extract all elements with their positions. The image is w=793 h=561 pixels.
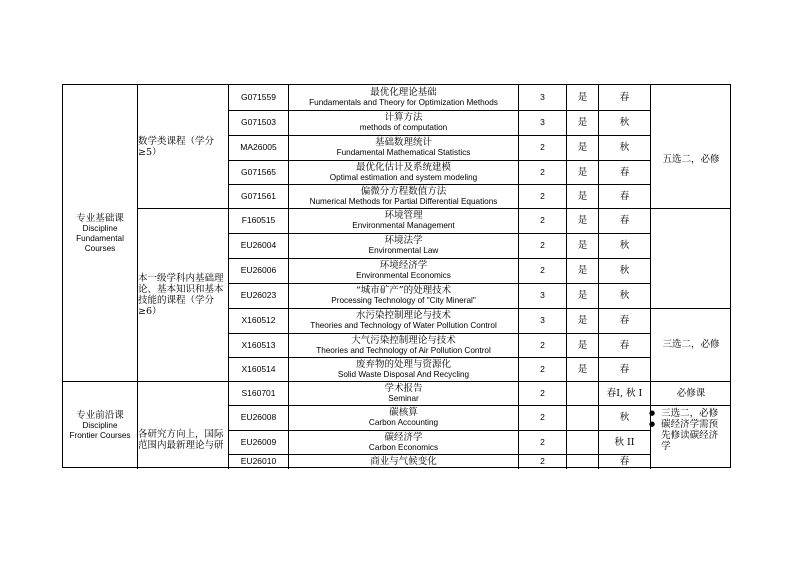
bullet-icon: ● <box>649 420 656 428</box>
course-name <box>289 405 518 430</box>
remark-bullet-line <box>649 419 725 452</box>
course-name <box>289 85 518 110</box>
course-name-en: Carbon Economics <box>368 442 439 452</box>
course-term <box>599 454 650 469</box>
course-name <box>289 208 518 233</box>
course-code-text: S160701 <box>241 387 276 398</box>
course-required-text: 是 <box>577 363 588 375</box>
course-name-cn: 最优化理论基础 <box>370 87 437 98</box>
course-term-text: 秋 <box>619 412 630 423</box>
course-name-en: Fundamentals and Theory for Optimization Methods <box>309 98 498 107</box>
course-name-en: Theories and Technology of Water Pollution Control <box>310 321 497 330</box>
remark-cell <box>651 408 731 468</box>
course-required <box>567 160 598 184</box>
course-name-cn: “城市矿产”的处理技术 <box>355 285 452 296</box>
remark-bullet-line <box>649 408 718 419</box>
course-code <box>229 333 288 357</box>
course-credit-text: 3 <box>540 92 545 102</box>
course-name-cn: 碳核算 <box>389 407 418 418</box>
course-code-text: EU26010 <box>240 456 277 466</box>
course-credit-text: 3 <box>540 290 545 300</box>
course-name-cn: 废弃物的处理与资源化 <box>355 358 451 370</box>
course-code <box>229 208 288 233</box>
category-en: Frontier Courses <box>69 430 131 440</box>
course-table <box>62 84 731 468</box>
subgroup-text: 数学类课程（学分≥5） <box>138 135 215 158</box>
course-term-text: 春 <box>619 190 630 202</box>
course-credit <box>519 283 566 308</box>
course-name-en: Environmental Management <box>352 221 455 230</box>
course-name-en: Solid Waste Disposal And Recycling <box>337 369 470 379</box>
course-name <box>289 135 518 160</box>
course-credit-text: 2 <box>540 387 545 398</box>
course-name-cn: 环境管理 <box>384 210 423 221</box>
course-term <box>599 308 650 333</box>
course-code <box>229 430 288 454</box>
course-code <box>229 405 288 430</box>
course-required <box>567 110 598 135</box>
course-credit-text: 2 <box>540 456 545 466</box>
course-term-text: 春 <box>619 363 630 375</box>
course-required <box>567 308 598 333</box>
course-credit <box>519 135 566 160</box>
course-name-cn: 大气污染控制理论与技术 <box>351 334 456 346</box>
course-credit-text: 2 <box>540 215 545 225</box>
category-cn: 专业基础课 <box>76 212 124 224</box>
course-name-cn: 水污染控制理论与技术 <box>355 310 451 321</box>
course-code-text: G071503 <box>241 117 276 127</box>
course-code <box>229 135 288 160</box>
course-code-text: EU26006 <box>240 265 277 275</box>
course-term <box>599 160 650 184</box>
course-term <box>599 357 650 381</box>
course-term-text: 秋 <box>619 117 630 128</box>
course-term <box>599 208 650 233</box>
course-name-cn: 基础数理统计 <box>374 137 432 148</box>
course-name <box>289 160 518 184</box>
course-term <box>599 430 650 454</box>
course-name-cn: 环境法学 <box>384 235 423 246</box>
course-term-text: 秋 <box>619 265 630 276</box>
course-term-text: 秋 <box>619 240 630 251</box>
course-term <box>599 258 650 283</box>
course-term-text: 秋 <box>619 142 630 153</box>
course-required-text: 是 <box>577 166 588 178</box>
remark-cell <box>651 85 731 233</box>
subgroup-text: 各研究方向上，国际范围内最新理论与研 <box>138 429 224 451</box>
course-term <box>599 333 650 357</box>
course-name-en: Fundamental Mathematical Statistics <box>336 148 471 157</box>
course-term-text: 秋 II <box>614 436 635 448</box>
category-en: Discipline <box>82 420 118 430</box>
subgroup-cell <box>138 429 228 469</box>
course-required-text: 是 <box>577 290 588 301</box>
course-term-text: 秋 <box>619 290 630 301</box>
course-name <box>289 333 518 357</box>
remark-cell <box>651 308 731 381</box>
course-name <box>289 454 518 469</box>
course-required <box>567 233 598 258</box>
course-credit-text: 2 <box>540 142 545 152</box>
category-cell <box>63 381 137 469</box>
course-name <box>289 283 518 308</box>
course-name-en: Environmental Economics <box>356 271 451 280</box>
course-code <box>229 357 288 381</box>
course-code <box>229 308 288 333</box>
category-en: Discipline <box>82 223 118 233</box>
course-name-cn: 商业与气候变化 <box>370 456 437 467</box>
course-credit <box>519 405 566 430</box>
course-credit <box>519 381 566 405</box>
course-required-text: 是 <box>577 92 588 103</box>
course-name-en: Theories and Technology of Air Pollution Control <box>316 345 491 355</box>
course-code <box>229 283 288 308</box>
course-required <box>567 258 598 283</box>
course-code-text: EU26008 <box>240 412 277 422</box>
course-name <box>289 258 518 283</box>
course-name-en: methods of computation <box>359 123 448 132</box>
course-code <box>229 184 288 208</box>
course-credit-text: 2 <box>540 190 545 201</box>
course-code-text: F160515 <box>241 215 276 225</box>
course-credit <box>519 454 566 469</box>
course-term <box>599 85 650 110</box>
course-name <box>289 381 518 405</box>
course-required-text: 是 <box>577 117 588 128</box>
course-name-en: Carbon Accounting <box>368 418 439 427</box>
course-required <box>567 208 598 233</box>
course-code-text: X160512 <box>241 315 276 325</box>
course-term <box>599 110 650 135</box>
course-credit <box>519 110 566 135</box>
course-credit <box>519 333 566 357</box>
course-credit-text: 2 <box>540 166 545 177</box>
category-en: Fundamental <box>76 233 124 243</box>
course-code-text: EU26023 <box>240 290 277 300</box>
remark-text: 必修课 <box>676 388 706 399</box>
course-name <box>289 233 518 258</box>
course-name-cn: 碳经济学 <box>384 431 423 443</box>
course-credit <box>519 357 566 381</box>
course-code <box>229 110 288 135</box>
course-credit <box>519 258 566 283</box>
course-required <box>567 454 598 469</box>
course-credit-text: 3 <box>540 315 545 325</box>
course-term-text: 春 <box>619 456 630 467</box>
remark-text: 三选二，必修 <box>662 339 720 350</box>
course-credit <box>519 430 566 454</box>
course-code-text: X160514 <box>241 363 276 374</box>
course-code-text: EU26004 <box>240 240 277 250</box>
course-name <box>289 308 518 333</box>
bullet-icon: ● <box>649 409 656 417</box>
course-name-en: Environmental Law <box>368 246 439 255</box>
course-code <box>229 233 288 258</box>
course-credit-text: 2 <box>540 436 545 447</box>
course-name-en: Seminar <box>388 393 419 403</box>
course-name-cn: 偏微分方程数值方法 <box>360 185 447 197</box>
remark-text: 五选二，必修 <box>662 153 720 165</box>
course-term <box>599 283 650 308</box>
course-name-en: Processing Technology of "City Mineral" <box>331 296 476 305</box>
course-code <box>229 258 288 283</box>
course-code-text: X160513 <box>241 339 276 350</box>
course-term-text: 春 <box>619 166 630 178</box>
course-term <box>599 184 650 208</box>
course-term <box>599 381 650 405</box>
course-credit-text: 2 <box>540 363 545 374</box>
course-required <box>567 85 598 110</box>
course-required <box>567 333 598 357</box>
course-term <box>599 135 650 160</box>
course-name-cn: 学术报告 <box>384 382 423 394</box>
course-name-cn: 最优化估计及系统建模 <box>355 161 451 173</box>
course-credit-text: 2 <box>540 339 545 350</box>
course-term-text: 春 <box>619 92 630 103</box>
course-term-text: 春 <box>619 315 630 326</box>
course-name <box>289 110 518 135</box>
subgroup-cell <box>138 209 228 381</box>
course-code <box>229 85 288 110</box>
category-cn: 专业前沿课 <box>76 409 124 421</box>
course-required <box>567 405 598 430</box>
course-code-text: G071565 <box>241 166 276 177</box>
course-required-text: 是 <box>577 240 588 251</box>
subgroup-text: 本一级学科内基础理论、基本知识和基本技能的课程（学分≥6） <box>138 273 224 317</box>
course-required-text: 是 <box>577 315 588 326</box>
course-name-cn: 环境经济学 <box>379 260 428 271</box>
course-code-text: G071561 <box>241 190 276 201</box>
course-name-en: Optimal estimation and system modeling <box>329 172 478 182</box>
course-name-en: Numerical Methods for Partial Differential Equations <box>309 196 498 206</box>
course-required <box>567 357 598 381</box>
course-code-text: EU26009 <box>240 436 277 447</box>
course-credit <box>519 85 566 110</box>
course-credit <box>519 160 566 184</box>
course-required <box>567 430 598 454</box>
remark-text: 三选二，必修 <box>661 408 719 419</box>
course-required-text: 是 <box>577 339 588 351</box>
course-code-text: MA26005 <box>240 142 277 152</box>
course-code-text: G071559 <box>241 92 276 102</box>
course-credit <box>519 184 566 208</box>
course-required-text: 是 <box>577 142 588 153</box>
course-credit-text: 2 <box>540 412 545 422</box>
course-term-text: 春I, 秋 I <box>606 387 643 399</box>
course-term <box>599 233 650 258</box>
remark-text: 碳经济学需预先修读碳经济学 <box>661 419 719 452</box>
course-credit-text: 2 <box>540 240 545 250</box>
course-required <box>567 381 598 405</box>
course-required <box>567 135 598 160</box>
course-credit <box>519 308 566 333</box>
course-name <box>289 430 518 454</box>
course-credit <box>519 233 566 258</box>
course-term <box>599 405 650 430</box>
course-code <box>229 454 288 469</box>
course-required-text: 是 <box>577 265 588 276</box>
course-term-text: 春 <box>619 339 630 351</box>
remark-cell <box>651 382 731 405</box>
course-name <box>289 184 518 208</box>
course-required-text: 是 <box>577 215 588 226</box>
course-required <box>567 283 598 308</box>
category-cell <box>63 85 137 381</box>
course-name-cn: 计算方法 <box>384 112 423 123</box>
course-required-text: 是 <box>577 190 588 202</box>
course-code <box>229 160 288 184</box>
course-code <box>229 381 288 405</box>
course-credit-text: 3 <box>540 117 545 127</box>
subgroup-cell <box>138 85 228 208</box>
course-term-text: 春 <box>619 215 630 226</box>
course-required <box>567 184 598 208</box>
course-name <box>289 357 518 381</box>
course-credit <box>519 208 566 233</box>
course-credit-text: 2 <box>540 265 545 275</box>
category-en: Courses <box>84 243 116 253</box>
